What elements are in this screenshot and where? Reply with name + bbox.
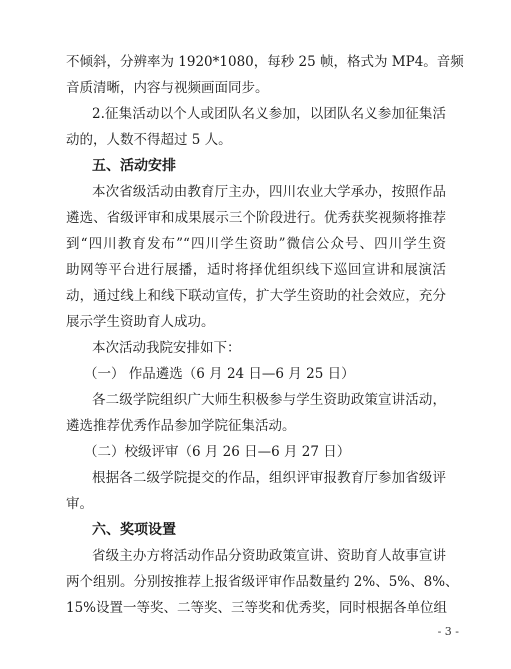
section-heading: 五、活动安排	[92, 158, 176, 174]
subsection-heading: （二）校级评审（6 月 26 日—6 月 27 日）	[84, 444, 351, 460]
body-line: 遴选推荐优秀作品参加学院征集活动。	[66, 418, 296, 434]
body-line: 本次活动我院安排如下：	[92, 340, 241, 356]
body-line: 两个组别。分别按推荐上报省级评审作品数量约 2%、5%、8%、	[66, 574, 459, 590]
body-line: 展示学生资助育人成功。	[66, 314, 215, 330]
body-line: 助网等平台进行展播，适时将择优组织线下巡回宣讲和展演活	[66, 262, 446, 278]
page-number: - 3 -	[437, 625, 459, 638]
body-line: 动，通过线上和线下联动宣传，扩大学生资助的社会效应，充分	[66, 288, 446, 304]
section-heading: 六、奖项设置	[92, 522, 176, 538]
body-line: 根据各二级学院提交的作品，组织评审报教育厅参加省级评	[92, 470, 446, 486]
body-line: 2.征集活动以个人或团队名义参加，以团队名义参加征集活	[92, 106, 446, 122]
body-line: 动的，人数不得超过 5 人。	[66, 132, 232, 148]
body-line: 到“四川教育发布”“四川学生资助”微信公众号、四川学生资	[66, 236, 446, 252]
body-line: 本次省级活动由教育厅主办，四川农业大学承办，按照作品	[92, 184, 446, 200]
body-line: 不倾斜，分辨率为 1920*1080，每秒 25 帧，格式为 MP4。音频	[66, 54, 464, 70]
body-line: 各二级学院组织广大师生积极参与学生资助政策宣讲活动，	[92, 392, 446, 408]
body-line: 遴选、省级评审和成果展示三个阶段进行。优秀获奖视频将推荐	[66, 210, 446, 226]
body-line: 省级主办方将活动作品分资助政策宣讲、资助育人故事宣讲	[92, 548, 446, 564]
body-line: 音质清晰，内容与视频画面同步。	[66, 80, 269, 96]
body-line: 15%设置一等奖、二等奖、三等奖和优秀奖，同时根据各单位组	[66, 600, 448, 616]
body-line: 审。	[66, 496, 93, 512]
subsection-heading: （一） 作品遴选（6 月 24 日—6 月 25 日）	[84, 366, 355, 382]
